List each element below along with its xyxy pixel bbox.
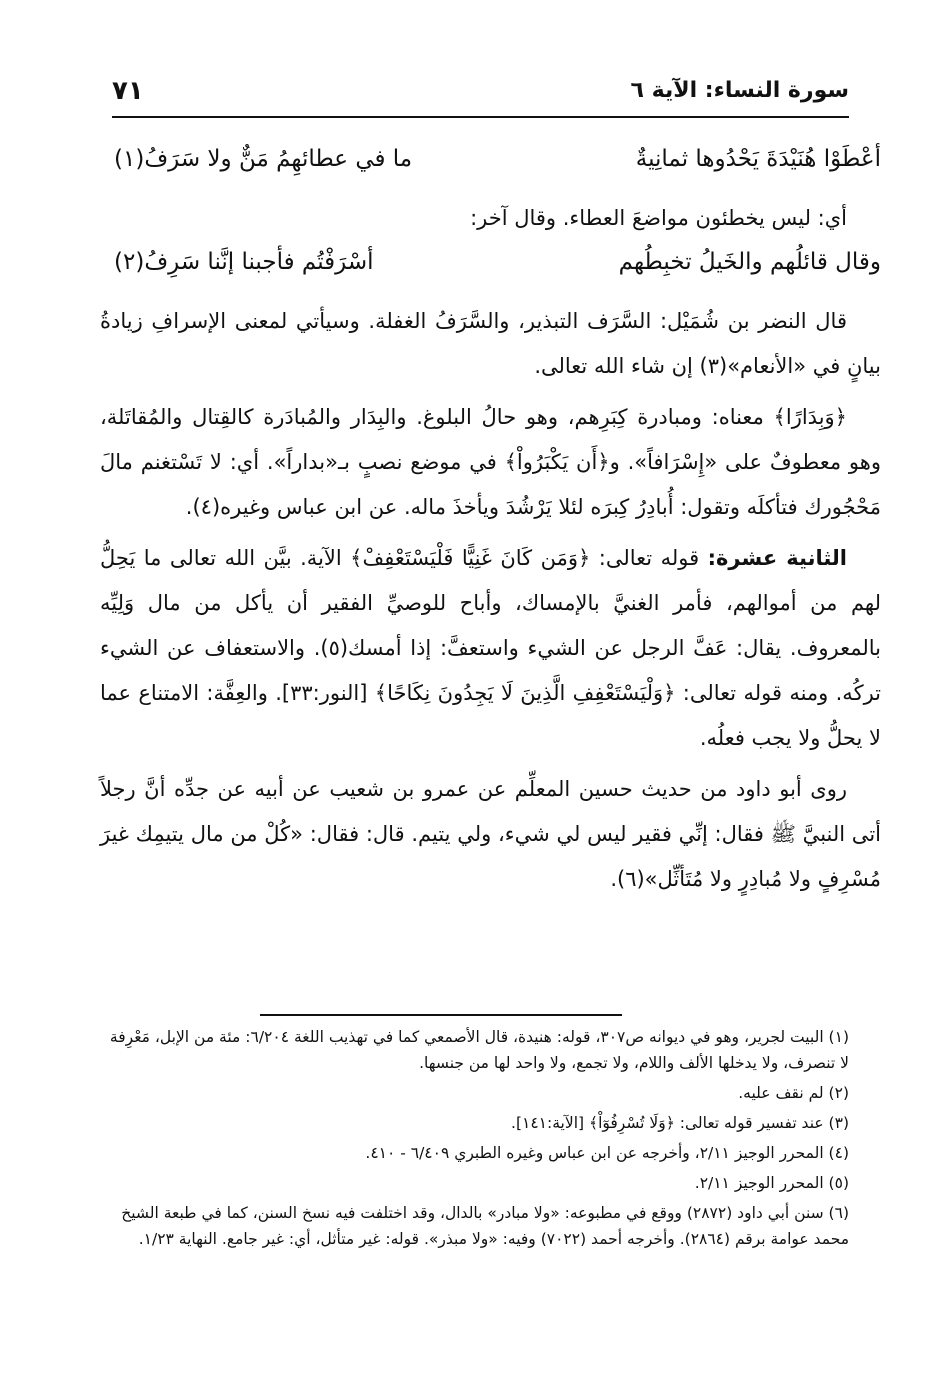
footnote-3: (٣) عند تفسير قوله تعالى: ﴿وَلَا تُسْرِفُوٓاْ﴾ [الآية:١٤١]. bbox=[511, 1114, 849, 1132]
poetry-verse-2 bbox=[100, 241, 881, 299]
page-header bbox=[112, 72, 849, 118]
footnote-2: (٢) لم نقف عليه. bbox=[738, 1084, 849, 1102]
section-label: الثانية عشرة: bbox=[707, 546, 847, 570]
section-twelve-paragraph bbox=[100, 536, 881, 761]
main-text bbox=[100, 138, 881, 908]
verse-2-first-hemistich: وقال قائلُهم والخَيلُ تخبِطُهم bbox=[618, 249, 881, 275]
verse-1-first-hemistich: أعْطَوْا هُنَيْدَةَ يَحْدُوها ثمانِيةٌ bbox=[635, 146, 881, 172]
running-title: سورة النساء: الآية ٦ bbox=[630, 78, 849, 103]
footnote-5: (٥) المحرر الوجيز ٢/١١. bbox=[694, 1174, 849, 1192]
paragraph-sarf: قال النضر بن شُمَيْل: السَّرَف التبذير، والسَّرَفُ الغفلة. وسيأتي لمعنى الإسرافِ زيادةُ بيانٍ في «الأنعام»(٣) إن شاء الله تعالى. bbox=[100, 309, 881, 378]
page-number: ٧١ bbox=[112, 76, 144, 106]
footnote-6: (٦) سنن أبي داود (٢٨٧٢) ووقع في مطبوعه: «ولا مبادر» بالدال، وقد اختلفت فيه نسخ السنن، كما في طبعة الشيخ محمد عوامة برقم (٢٨٦٤). وأخرجه أحمد (٧٠٢٢) وفيه: «ولا مبذر». قوله: غير متأثل، أي: غير جامع. النهاية ١/٢٣. bbox=[121, 1204, 849, 1248]
section-twelve-text: قوله تعالى: ﴿وَمَن كَانَ غَنِيًّا فَلْيَسْتَعْفِفْ﴾ الآية. بيَّن الله تعالى ما يَحِلُّ لهم من أموالهم، فأمر الغنيَّ بالإمساك، وأباح للوصيِّ الفقير أن يأكل من مال وَلِيِّه بالمعروف. يقال: عَفَّ الرجل عن الشيء واستعفَّ: إذا أمسك(٥). والاستعفاف عن الشيء تركُه. ومنه قوله تعالى: ﴿وَلْيَسْتَعْفِفِ الَّذِينَ لَا يَجِدُونَ نِكَاحًا﴾ [النور:٣٣]. والعِفَّة: الامتناع عما لا يحلُّ ولا يجب فعلُه. bbox=[100, 546, 881, 750]
footnote-separator bbox=[260, 1014, 622, 1016]
footnote-1: (١) البيت لجرير، وهو في ديوانه ص٣٠٧، قوله: هنيدة، قال الأصمعي كما في تهذيب اللغة ٦/٢٠٤: مئة من الإبل، مَعْرِفة لا تنصرف، ولا يدخلها الألف واللام، ولا تجمع، ولا واحد لها من جنسها. bbox=[109, 1028, 849, 1072]
poetry-verse-1 bbox=[100, 138, 881, 196]
verse-1-second-hemistich: ما في عطائهِمُ مَنٌّ ولا سَرَفُ(١) bbox=[114, 146, 413, 172]
verse-2-second-hemistich: أسْرَفْتُم فأجبنا إنَّنا سَرِفُ(٢) bbox=[114, 249, 374, 275]
footnote-4: (٤) المحرر الوجيز ٢/١١، وأخرجه عن ابن عباس وغيره الطبري ٦/٤٠٩ - ٤١٠. bbox=[365, 1144, 849, 1162]
interline-text: أي: ليس يخطئون مواضعَ العطاء. وقال آخر: bbox=[470, 206, 847, 230]
hadith-paragraph: روى أبو داود من حديث حسين المعلِّم عن عمرو بن شعيب عن أبيه عن جدِّه أنَّ رجلاً أتى النبيَّ ﷺ فقال: إنِّي فقير ليس لي شيء، ولي يتيم. قال: فقال: «كُلْ من مال يتيمِك غيرَ مُسْرِفٍ ولا مُبادِرٍ ولا مُتَأثِّل»(٦). bbox=[100, 777, 881, 891]
footnotes bbox=[108, 1024, 849, 1256]
paragraph-bidar: ﴿وَبِدَارًا﴾ معناه: ومبادرة كِبَرِهم، وهو حالُ البلوغ. والبِدَار والمُبادَرة كالقِتال والمُقاتَلة، وهو معطوفٌ على «إِسْرَافاً». و﴿أَن يَكْبَرُواْ﴾ في موضع نصبٍ بـ«بداراً». أي: لا تَسْتغنم مالَ مَحْجُورك فتأكلَه وتقول: أُبادِرُ كِبرَه لئلا يَرْشُدَ ويأخذَ ماله. عن ابن عباس وغيره(٤). bbox=[100, 405, 881, 519]
